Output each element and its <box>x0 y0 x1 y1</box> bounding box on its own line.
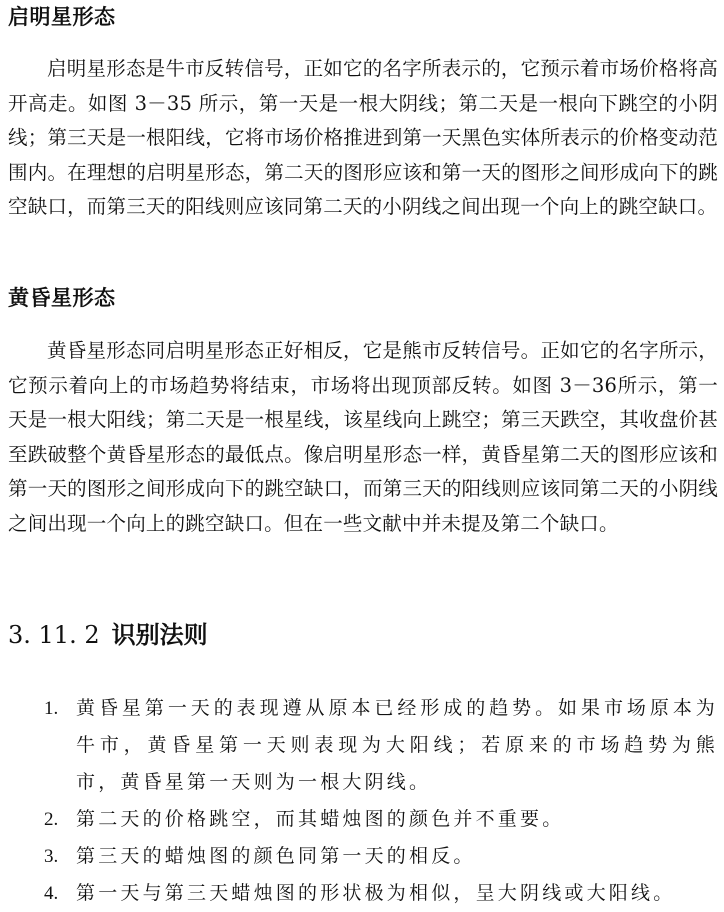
subsection-heading <box>8 618 208 652</box>
list-item-text: 第二天的价格跳空，而其蜡烛图的颜色并不重要。 <box>76 808 565 830</box>
subsection-title: 识别法则 <box>111 621 208 649</box>
list-item-number: 2. <box>44 809 59 830</box>
list-item-text: 第三天的蜡烛图的颜色同第一天的相反。 <box>76 845 476 867</box>
list-item <box>44 838 718 875</box>
list-item-number: 1. <box>44 698 59 719</box>
subsection-number: 3. 11. 2 <box>8 621 100 649</box>
section-heading-morning-star: 启明星形态 <box>8 5 116 29</box>
list-item-text: 第一天与第三天蜡烛图的形状极为相似，呈大阴线或大阳线。 <box>76 882 676 904</box>
section-heading-evening-star: 黄昏星形态 <box>8 286 116 310</box>
list-item <box>44 690 718 801</box>
list-item <box>44 801 718 838</box>
recognition-rules-list <box>44 690 718 912</box>
paragraph-evening-star: 黄昏星形态同启明星形态正好相反，它是熊市反转信号。正如它的名字所示，它预示着向上的市场趋势将结束，市场将出现顶部反转。如图 3－36所示，第一天是一根大阳线；第二天是一根星线，该星线向上跳空；第三天跌空，其收盘价甚至跌破整个黄昏星形态的最低点。像启明星形态一样，黄昏星第二天的图形应该和第一天的图形之间形成向下的跳空缺口，而第三天的阳线则应该同第二天的小阴线之间出现一个向上的跳空缺口。但在一些文献中并未提及第二个缺口。 <box>8 339 718 535</box>
paragraph-morning-star: 启明星形态是牛市反转信号，正如它的名字所表示的，它预示着市场价格将高开高走。如图 3－35 所示，第一天是一根大阴线；第二天是一根向下跳空的小阴线；第三天是一根阳线，它将市场价格推进到第一天黑色实体所表示的价格变动范围内。在理想的启明星形态，第二天的图形应该和第一天的图形之间形成向下的跳空缺口，而第三天的阳线则应该同第二天的小阴线之间出现一个向上的跳空缺口。 <box>8 57 718 218</box>
list-item <box>44 875 718 912</box>
list-item-text: 黄昏星第一天的表现遵从原本已经形成的趋势。如果市场原本为牛市，黄昏星第一天则表现为大阳线；若原来的市场趋势为熊市，黄昏星第一天则为一根大阴线。 <box>76 697 718 793</box>
list-item-number: 4. <box>44 883 59 904</box>
list-item-number: 3. <box>44 846 59 867</box>
